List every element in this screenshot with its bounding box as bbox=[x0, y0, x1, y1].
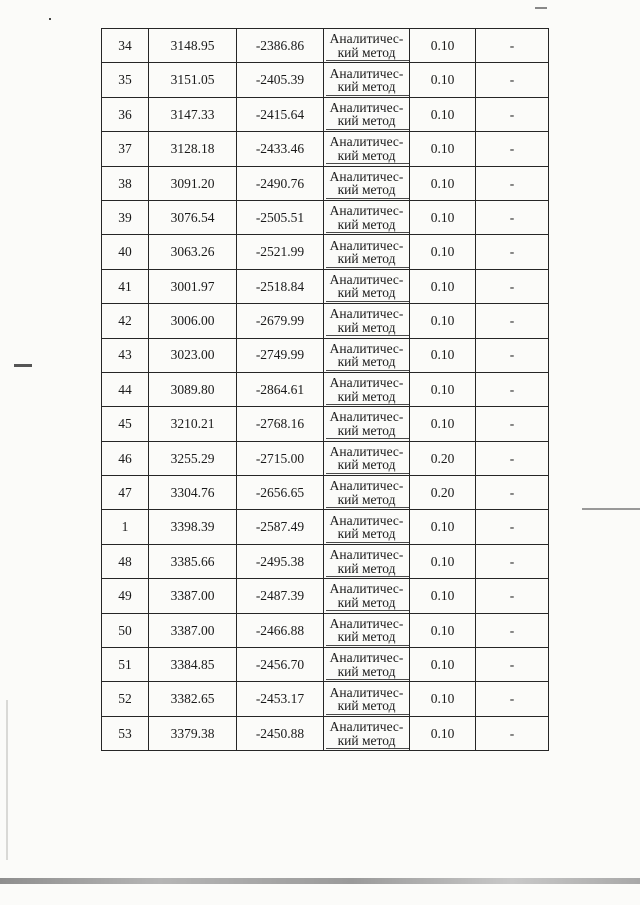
accuracy-cell: 0.10 bbox=[410, 63, 476, 97]
point-number-cell: 49 bbox=[102, 579, 149, 613]
method-text-line1: Аналитичес- bbox=[329, 375, 404, 391]
accuracy-cell: 0.10 bbox=[410, 166, 476, 200]
y-coordinate-cell: -2466.88 bbox=[237, 613, 324, 647]
table-row bbox=[102, 235, 549, 269]
note-cell: - bbox=[476, 441, 549, 475]
table-row bbox=[102, 682, 549, 716]
x-coordinate-cell: 3384.85 bbox=[149, 648, 237, 682]
x-coordinate-cell: 3023.00 bbox=[149, 338, 237, 372]
method-cell bbox=[324, 29, 410, 63]
point-number-cell: 36 bbox=[102, 97, 149, 131]
accuracy-cell: 0.10 bbox=[410, 338, 476, 372]
note-cell: - bbox=[476, 304, 549, 338]
table-row bbox=[102, 648, 549, 682]
method-text-line1: Аналитичес- bbox=[329, 650, 404, 666]
note-cell: - bbox=[476, 166, 549, 200]
note-cell: - bbox=[476, 200, 549, 234]
accuracy-cell: 0.20 bbox=[410, 441, 476, 475]
point-number-cell: 50 bbox=[102, 613, 149, 647]
accuracy-cell: 0.10 bbox=[410, 579, 476, 613]
method-text-line1: Аналитичес- bbox=[329, 271, 404, 287]
accuracy-cell: 0.10 bbox=[410, 648, 476, 682]
method-cell bbox=[324, 200, 410, 234]
table-row bbox=[102, 269, 549, 303]
method-text-line1: Аналитичес- bbox=[329, 31, 404, 47]
method-text-line2: кий метод bbox=[324, 46, 409, 60]
table-body bbox=[102, 29, 549, 751]
y-coordinate-cell: -2587.49 bbox=[237, 510, 324, 544]
x-coordinate-cell: 3387.00 bbox=[149, 579, 237, 613]
point-number-cell: 43 bbox=[102, 338, 149, 372]
accuracy-cell: 0.10 bbox=[410, 372, 476, 406]
table-row bbox=[102, 441, 549, 475]
y-coordinate-cell: -2415.64 bbox=[237, 97, 324, 131]
method-cell bbox=[324, 544, 410, 578]
point-number-cell: 46 bbox=[102, 441, 149, 475]
method-text-line2: кий метод bbox=[324, 665, 409, 679]
method-text-line2: кий метод bbox=[324, 458, 409, 472]
table-row bbox=[102, 716, 549, 750]
method-text-line1: Аналитичес- bbox=[329, 409, 404, 425]
method-text-line1: Аналитичес- bbox=[329, 134, 404, 150]
x-coordinate-cell: 3148.95 bbox=[149, 29, 237, 63]
method-text-line2: кий метод bbox=[324, 493, 409, 507]
note-cell: - bbox=[476, 97, 549, 131]
point-number-cell: 35 bbox=[102, 63, 149, 97]
x-coordinate-cell: 3006.00 bbox=[149, 304, 237, 338]
method-cell bbox=[324, 304, 410, 338]
x-coordinate-cell: 3304.76 bbox=[149, 476, 237, 510]
table-row bbox=[102, 613, 549, 647]
table-row bbox=[102, 510, 549, 544]
scan-edge bbox=[6, 700, 8, 860]
x-coordinate-cell: 3382.65 bbox=[149, 682, 237, 716]
note-cell: - bbox=[476, 682, 549, 716]
point-number-cell: 40 bbox=[102, 235, 149, 269]
table-row bbox=[102, 304, 549, 338]
table-row bbox=[102, 372, 549, 406]
note-cell: - bbox=[476, 648, 549, 682]
method-text-line2: кий метод bbox=[324, 699, 409, 713]
note-cell: - bbox=[476, 407, 549, 441]
y-coordinate-cell: -2864.61 bbox=[237, 372, 324, 406]
point-number-cell: 47 bbox=[102, 476, 149, 510]
method-text-line1: Аналитичес- bbox=[329, 306, 404, 322]
y-coordinate-cell: -2495.38 bbox=[237, 544, 324, 578]
method-cell bbox=[324, 648, 410, 682]
method-text-line1: Аналитичес- bbox=[329, 99, 404, 115]
method-text-line1: Аналитичес- bbox=[329, 478, 404, 494]
table-row bbox=[102, 29, 549, 63]
point-number-cell: 52 bbox=[102, 682, 149, 716]
method-cell bbox=[324, 166, 410, 200]
table-row bbox=[102, 544, 549, 578]
note-cell: - bbox=[476, 338, 549, 372]
method-text-line2: кий метод bbox=[324, 252, 409, 266]
note-cell: - bbox=[476, 132, 549, 166]
scan-mark bbox=[535, 7, 547, 9]
y-coordinate-cell: -2405.39 bbox=[237, 63, 324, 97]
method-cell bbox=[324, 613, 410, 647]
y-coordinate-cell: -2490.76 bbox=[237, 166, 324, 200]
method-cell bbox=[324, 407, 410, 441]
method-text-line1: Аналитичес- bbox=[329, 581, 404, 597]
method-text-line1: Аналитичес- bbox=[329, 547, 404, 563]
note-cell: - bbox=[476, 63, 549, 97]
method-text-line1: Аналитичес- bbox=[329, 65, 404, 81]
method-text-line2: кий метод bbox=[324, 630, 409, 644]
point-number-cell: 48 bbox=[102, 544, 149, 578]
y-coordinate-cell: -2518.84 bbox=[237, 269, 324, 303]
method-text-line2: кий метод bbox=[324, 149, 409, 163]
note-cell: - bbox=[476, 544, 549, 578]
accuracy-cell: 0.10 bbox=[410, 510, 476, 544]
table-row bbox=[102, 132, 549, 166]
y-coordinate-cell: -2487.39 bbox=[237, 579, 324, 613]
method-text-line2: кий метод bbox=[324, 218, 409, 232]
table-row bbox=[102, 579, 549, 613]
y-coordinate-cell: -2768.16 bbox=[237, 407, 324, 441]
x-coordinate-cell: 3387.00 bbox=[149, 613, 237, 647]
method-cell bbox=[324, 132, 410, 166]
table-row bbox=[102, 407, 549, 441]
point-number-cell: 45 bbox=[102, 407, 149, 441]
method-text-line2: кий метод bbox=[324, 114, 409, 128]
method-text-line2: кий метод bbox=[324, 596, 409, 610]
point-number-cell: 34 bbox=[102, 29, 149, 63]
method-text-line1: Аналитичес- bbox=[329, 340, 404, 356]
y-coordinate-cell: -2450.88 bbox=[237, 716, 324, 750]
point-number-cell: 44 bbox=[102, 372, 149, 406]
scan-mark bbox=[14, 364, 32, 367]
y-coordinate-cell: -2505.51 bbox=[237, 200, 324, 234]
coordinates-table bbox=[101, 28, 549, 751]
point-number-cell: 41 bbox=[102, 269, 149, 303]
method-cell bbox=[324, 682, 410, 716]
x-coordinate-cell: 3001.97 bbox=[149, 269, 237, 303]
x-coordinate-cell: 3210.21 bbox=[149, 407, 237, 441]
y-coordinate-cell: -2715.00 bbox=[237, 441, 324, 475]
point-number-cell: 1 bbox=[102, 510, 149, 544]
accuracy-cell: 0.10 bbox=[410, 269, 476, 303]
accuracy-cell: 0.10 bbox=[410, 29, 476, 63]
method-text-line2: кий метод bbox=[324, 424, 409, 438]
method-text-line2: кий метод bbox=[324, 321, 409, 335]
x-coordinate-cell: 3398.39 bbox=[149, 510, 237, 544]
x-coordinate-cell: 3385.66 bbox=[149, 544, 237, 578]
accuracy-cell: 0.20 bbox=[410, 476, 476, 510]
method-cell bbox=[324, 269, 410, 303]
accuracy-cell: 0.10 bbox=[410, 235, 476, 269]
note-cell: - bbox=[476, 510, 549, 544]
method-cell bbox=[324, 441, 410, 475]
x-coordinate-cell: 3063.26 bbox=[149, 235, 237, 269]
table-row bbox=[102, 338, 549, 372]
x-coordinate-cell: 3076.54 bbox=[149, 200, 237, 234]
method-cell bbox=[324, 510, 410, 544]
x-coordinate-cell: 3255.29 bbox=[149, 441, 237, 475]
note-cell: - bbox=[476, 235, 549, 269]
method-cell bbox=[324, 476, 410, 510]
method-text-line2: кий метод bbox=[324, 183, 409, 197]
note-cell: - bbox=[476, 372, 549, 406]
method-text-line1: Аналитичес- bbox=[329, 237, 404, 253]
method-cell bbox=[324, 338, 410, 372]
note-cell: - bbox=[476, 29, 549, 63]
scan-edge bbox=[0, 878, 640, 884]
method-cell bbox=[324, 579, 410, 613]
note-cell: - bbox=[476, 269, 549, 303]
table-row bbox=[102, 200, 549, 234]
point-number-cell: 51 bbox=[102, 648, 149, 682]
method-text-line2: кий метод bbox=[324, 734, 409, 748]
method-text-line2: кий метод bbox=[324, 562, 409, 576]
method-text-line1: Аналитичес- bbox=[329, 719, 404, 734]
method-text-line1: Аналитичес- bbox=[329, 168, 404, 184]
x-coordinate-cell: 3128.18 bbox=[149, 132, 237, 166]
method-text-line1: Аналитичес- bbox=[329, 512, 404, 528]
method-cell bbox=[324, 372, 410, 406]
table-row bbox=[102, 166, 549, 200]
scan-mark bbox=[582, 508, 640, 510]
x-coordinate-cell: 3379.38 bbox=[149, 716, 237, 750]
point-number-cell: 53 bbox=[102, 716, 149, 750]
accuracy-cell: 0.10 bbox=[410, 407, 476, 441]
method-text-line1: Аналитичес- bbox=[329, 615, 404, 631]
note-cell: - bbox=[476, 716, 549, 750]
accuracy-cell: 0.10 bbox=[410, 716, 476, 750]
y-coordinate-cell: -2456.70 bbox=[237, 648, 324, 682]
x-coordinate-cell: 3151.05 bbox=[149, 63, 237, 97]
method-cell bbox=[324, 235, 410, 269]
accuracy-cell: 0.10 bbox=[410, 132, 476, 166]
method-text-line2: кий метод bbox=[324, 286, 409, 300]
note-cell: - bbox=[476, 613, 549, 647]
method-text-line1: Аналитичес- bbox=[329, 443, 404, 459]
accuracy-cell: 0.10 bbox=[410, 682, 476, 716]
table-row bbox=[102, 476, 549, 510]
accuracy-cell: 0.10 bbox=[410, 613, 476, 647]
point-number-cell: 38 bbox=[102, 166, 149, 200]
table-row bbox=[102, 63, 549, 97]
y-coordinate-cell: -2656.65 bbox=[237, 476, 324, 510]
x-coordinate-cell: 3147.33 bbox=[149, 97, 237, 131]
method-cell bbox=[324, 716, 410, 750]
method-text-line2: кий метод bbox=[324, 527, 409, 541]
scan-speck bbox=[49, 18, 51, 20]
note-cell: - bbox=[476, 579, 549, 613]
method-cell bbox=[324, 97, 410, 131]
point-number-cell: 39 bbox=[102, 200, 149, 234]
y-coordinate-cell: -2433.46 bbox=[237, 132, 324, 166]
point-number-cell: 37 bbox=[102, 132, 149, 166]
y-coordinate-cell: -2521.99 bbox=[237, 235, 324, 269]
point-number-cell: 42 bbox=[102, 304, 149, 338]
x-coordinate-cell: 3089.80 bbox=[149, 372, 237, 406]
method-cell bbox=[324, 63, 410, 97]
method-text-line2: кий метод bbox=[324, 355, 409, 369]
table-row bbox=[102, 97, 549, 131]
y-coordinate-cell: -2386.86 bbox=[237, 29, 324, 63]
method-text-line1: Аналитичес- bbox=[329, 203, 404, 219]
note-cell: - bbox=[476, 476, 549, 510]
method-text-line2: кий метод bbox=[324, 390, 409, 404]
x-coordinate-cell: 3091.20 bbox=[149, 166, 237, 200]
accuracy-cell: 0.10 bbox=[410, 200, 476, 234]
y-coordinate-cell: -2679.99 bbox=[237, 304, 324, 338]
method-text-line1: Аналитичес- bbox=[329, 684, 404, 700]
y-coordinate-cell: -2453.17 bbox=[237, 682, 324, 716]
accuracy-cell: 0.10 bbox=[410, 97, 476, 131]
method-text-line2: кий метод bbox=[324, 80, 409, 94]
accuracy-cell: 0.10 bbox=[410, 544, 476, 578]
y-coordinate-cell: -2749.99 bbox=[237, 338, 324, 372]
accuracy-cell: 0.10 bbox=[410, 304, 476, 338]
